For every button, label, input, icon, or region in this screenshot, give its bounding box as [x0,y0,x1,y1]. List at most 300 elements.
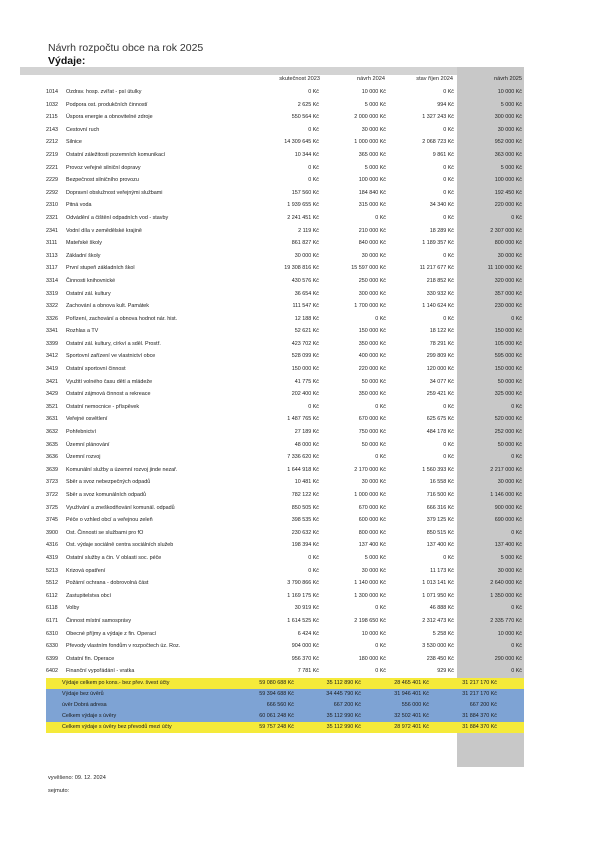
value-2023: 0 Kč [308,164,319,171]
column-header-2025: návrh 2025 [494,76,522,82]
value-2025: 520 000 Kč [494,416,522,423]
value-oct-2024: 11 217 677 Kč [419,265,454,272]
value-oct-2024: 625 675 Kč [426,416,454,423]
value-2024: 1 000 000 Kč [354,139,386,146]
table-row [0,262,595,275]
table-row [0,577,595,590]
value-2025: 50 000 Kč [497,441,522,448]
table-row [0,174,595,187]
value-oct-2024: 299 809 Kč [426,353,454,360]
table-row [0,275,595,288]
value-2023: 36 654 Kč [294,290,319,297]
value-2025: 952 000 Kč [494,139,522,146]
value-2025: 150 000 Kč [494,328,522,335]
row-code: 3117 [46,265,58,272]
table-row [0,628,595,641]
value-oct-2024: 120 000 Kč [426,366,454,373]
table-row [0,136,595,149]
table-row [0,552,595,565]
value-2023: 7 781 Kč [297,668,319,675]
value-2025: 10 000 Kč [497,630,522,637]
value-oct-2024: 16 558 Kč [429,479,454,486]
row-code: 3429 [46,391,58,398]
value-oct-2024: 0 Kč [443,441,454,448]
value-2025: 105 000 Kč [494,340,522,347]
summary-2023: 59 757 248 Kč [259,723,294,730]
column-header-2023: skutečnost 2023 [279,76,320,82]
table-row [0,426,595,439]
value-2024: 210 000 Kč [358,227,386,234]
value-oct-2024: 2 312 473 Kč [422,617,454,624]
value-2023: 2 119 Kč [298,227,319,234]
value-oct-2024: 0 Kč [443,214,454,221]
value-2024: 750 000 Kč [358,429,386,436]
value-2024: 0 Kč [375,643,386,650]
row-code: 2310 [46,202,58,209]
value-2025: 100 000 Kč [494,177,522,184]
value-2024: 1 300 000 Kč [354,592,386,599]
table-row [0,225,595,238]
posted-date: vyvěšeno: 09. 12. 2024 [48,775,106,781]
value-2023: 2 625 Kč [297,101,319,108]
value-oct-2024: 0 Kč [443,177,454,184]
value-oct-2024: 137 400 Kč [426,542,454,549]
table-row [0,199,595,212]
value-2023: 202 400 Kč [291,391,319,398]
table-row [0,237,595,250]
value-2024: 15 597 000 Kč [351,265,386,272]
column-header-2024: návrh 2024 [357,76,385,82]
value-2024: 2 170 000 Kč [354,466,386,473]
table-row [0,111,595,124]
value-2024: 840 000 Kč [358,240,386,247]
value-2024: 5 000 Kč [364,164,386,171]
value-2023: 198 394 Kč [291,542,319,549]
value-2025: 11 100 000 Kč [487,265,522,272]
value-2024: 250 000 Kč [358,277,386,284]
value-oct-2024: 3 530 000 Kč [422,643,454,650]
row-name: Pohřebnictví [66,429,96,436]
value-2024: 5 000 Kč [364,554,386,561]
value-oct-2024: 0 Kč [443,554,454,561]
row-name: Úspora energie a obnovitelné zdroje [66,114,153,121]
summary-label: Výdaje bez úvěrů [62,690,104,697]
row-name: Sběr a svoz komunálních odpadů [66,492,147,498]
value-oct-2024: 666 316 Kč [426,504,454,511]
value-2024: 5 000 Kč [364,101,386,108]
row-name: Rozhlas a TV [66,328,99,335]
value-oct-2024: 1 140 624 Kč [422,303,454,310]
summary-label: úvěr Dobrá adresa [62,701,107,708]
row-code: 2292 [46,189,58,196]
summary-label: Celkem výdaje s úvěry bez převodů mezi účty [62,723,172,730]
value-2025: 30 000 Kč [497,479,522,486]
summary-2023: 666 560 Kč [266,701,294,708]
table-row [0,665,595,678]
value-2023: 430 576 Kč [291,277,319,284]
table-row [0,313,595,326]
value-2025: 50 000 Kč [497,378,522,385]
value-2023: 904 000 Kč [291,643,319,650]
budget-table [0,86,595,733]
value-2023: 19 308 816 Kč [284,265,319,272]
table-row [0,527,595,540]
value-2023: 1 614 525 Kč [287,617,319,624]
value-oct-2024: 1 327 243 Kč [422,114,454,121]
row-name: Ost. Činnosti se službami pro fO [66,529,144,536]
value-2024: 100 000 Kč [358,177,386,184]
value-oct-2024: 1 071 950 Kč [422,592,454,599]
value-2024: 350 000 Kč [358,340,386,347]
value-2023: 52 621 Kč [294,328,319,335]
value-2023: 30 919 Kč [294,605,319,612]
value-2023: 111 547 Kč [292,303,319,310]
summary-2024: 34 445 790 Kč [326,690,361,697]
value-oct-2024: 850 515 Kč [426,529,454,536]
value-2024: 0 Kč [375,605,386,612]
value-2023: 0 Kč [308,177,319,184]
value-2023: 1 487 765 Kč [287,416,319,423]
row-code: 2115 [46,114,58,121]
row-code: 3113 [46,252,58,259]
row-name: Činnosti knihovnické [66,277,116,284]
row-code: 6171 [46,617,58,624]
value-2023: 14 309 645 Kč [284,139,319,146]
table-row [0,413,595,426]
section-subtitle: Výdaje: [48,55,86,67]
summary-row [46,678,524,689]
table-row [0,401,595,414]
value-oct-2024: 0 Kč [443,189,454,196]
value-2024: 30 000 Kč [361,252,386,259]
value-2025: 290 000 Kč [494,655,522,662]
row-name: Zachování a obnova kult. Památek [66,303,150,310]
row-name: Sportovní zařízení ve vlastnictví obce [66,353,156,360]
row-code: 3725 [46,504,58,511]
table-row [0,350,595,363]
value-oct-2024: 0 Kč [443,89,454,95]
table-row [0,338,595,351]
row-code: 3723 [46,479,58,486]
value-2025: 800 000 Kč [494,240,522,247]
value-2025: 30 000 Kč [497,567,522,574]
value-2025: 357 000 Kč [494,290,522,297]
value-2025: 2 217 000 Kč [490,466,522,473]
value-2023: 528 099 Kč [291,353,319,360]
row-code: 3341 [46,328,58,335]
table-row [0,388,595,401]
row-name: Mateřské školy [66,240,102,247]
table-row [0,476,595,489]
value-2025: 0 Kč [511,605,522,612]
row-code: 1032 [46,101,58,108]
row-code: 3111 [46,240,58,247]
value-oct-2024: 9 861 Kč [432,151,454,158]
value-2023: 0 Kč [308,89,319,95]
row-code: 4316 [46,542,58,549]
row-code: 2219 [46,151,58,158]
summary-2025: 31 217 170 Kč [462,690,497,697]
value-2025: 0 Kč [511,454,522,461]
table-row [0,86,595,99]
value-2023: 0 Kč [308,567,319,574]
row-code: 3639 [46,466,58,473]
table-row [0,162,595,175]
value-2024: 2 000 000 Kč [354,114,386,121]
table-row [0,99,595,112]
value-2023: 423 702 Kč [291,340,319,347]
value-2023: 0 Kč [308,554,319,561]
row-name: Převody vlastním fondům v rozpočtech úz. Roz. [66,643,181,650]
value-2024: 2 198 650 Kč [354,617,386,624]
value-2024: 0 Kč [375,668,386,675]
value-oct-2024: 46 888 Kč [429,605,454,612]
value-2023: 850 505 Kč [291,504,319,511]
row-name: Veřejné osvětlení [66,416,108,423]
summary-2024: 35 112 990 Kč [326,723,361,730]
value-2025: 325 000 Kč [494,391,522,398]
value-2023: 861 827 Kč [291,240,319,247]
row-code: 2143 [46,126,58,133]
value-2023: 12 188 Kč [294,315,319,322]
table-row [0,615,595,628]
row-code: 3412 [46,353,58,360]
value-2025: 30 000 Kč [497,252,522,259]
value-2024: 10 000 Kč [361,630,386,637]
value-2023: 30 000 Kč [294,252,319,259]
value-oct-2024: 929 Kč [437,668,454,675]
row-name: Krizová opatření [66,567,106,574]
summary-row [46,722,524,733]
row-name: Pitná voda [66,202,92,209]
summary-2024: 35 112 990 Kč [326,712,361,719]
value-oct-2024: 238 450 Kč [426,655,454,662]
row-code: 6330 [46,643,58,650]
summary-oct-2024: 32 502 401 Kč [394,712,429,719]
value-2024: 150 000 Kč [358,328,386,335]
row-name: Cestovní ruch [66,126,100,133]
table-row [0,124,595,137]
row-name: Ostatní záležitosti pozemních komunikací [66,151,166,158]
row-code: 3636 [46,454,58,461]
value-2024: 30 000 Kč [361,567,386,574]
value-2025: 2 640 000 Kč [490,580,522,587]
table-row [0,590,595,603]
table-row [0,149,595,162]
value-oct-2024: 218 852 Kč [426,277,454,284]
value-2023: 0 Kč [308,403,319,410]
value-2025: 363 000 Kč [494,151,522,158]
row-code: 6310 [46,630,58,637]
table-row [0,640,595,653]
value-2024: 220 000 Kč [358,366,386,373]
row-name: Bezpečnost silničního provozu [66,177,139,184]
row-code: 6118 [46,605,58,612]
value-2023: 150 000 Kč [291,366,319,373]
table-row [0,464,595,477]
value-2023: 6 424 Kč [297,630,319,637]
value-2025: 1 146 000 Kč [490,492,522,498]
value-2023: 7 336 620 Kč [287,454,319,461]
value-2024: 1 000 000 Kč [354,492,386,498]
row-code: 2229 [46,177,58,184]
value-2023: 1 939 655 Kč [287,202,319,209]
value-2025: 0 Kč [511,668,522,675]
value-oct-2024: 994 Kč [437,101,454,108]
value-2024: 180 000 Kč [358,655,386,662]
summary-2024: 35 112 890 Kč [326,679,361,686]
row-name: Péče o vzhled obcí a veřejnou zeleň [66,517,153,524]
row-name: Činnost místní samosprávy [66,617,132,624]
row-code: 5512 [46,580,58,587]
summary-2023: 59 080 688 Kč [259,679,294,686]
row-name: Využívání a zneškodňování komunál. odpadů [66,504,175,511]
value-2025: 0 Kč [511,643,522,650]
value-2024: 365 000 Kč [358,151,386,158]
value-2024: 670 000 Kč [358,504,386,511]
value-2023: 782 122 Kč [291,492,319,498]
value-2025: 595 000 Kč [494,353,522,360]
row-name: Zastupitelstva obcí [66,592,111,599]
column-header-oct-2024: stav říjen 2024 [416,76,453,82]
value-2025: 30 000 Kč [497,126,522,133]
row-code: 3722 [46,492,58,498]
value-oct-2024: 259 421 Kč [426,391,454,398]
value-2023: 10 481 Kč [294,479,319,486]
removed-date: sejmuto: [48,788,70,794]
value-oct-2024: 11 173 Kč [430,567,454,574]
row-code: 6402 [46,668,58,675]
row-code: 3319 [46,290,58,297]
row-name: Sběr a svoz nebezpečných odpadů [66,479,151,486]
row-name: Základní školy [66,252,101,259]
row-code: 3322 [46,303,58,310]
table-row [0,376,595,389]
row-code: 3745 [46,517,58,524]
value-oct-2024: 18 122 Kč [429,328,454,335]
value-2024: 0 Kč [375,403,386,410]
row-code: 2221 [46,164,58,171]
value-oct-2024: 379 125 Kč [426,517,454,524]
value-oct-2024: 34 077 Kč [429,378,454,385]
value-2025: 192 450 Kč [494,189,522,196]
value-2025: 252 000 Kč [494,429,522,436]
value-2025: 5 000 Kč [500,554,522,561]
summary-2025: 667 200 Kč [469,701,497,708]
value-2025: 0 Kč [511,214,522,221]
value-2025: 220 000 Kč [494,202,522,209]
value-2025: 2 335 770 Kč [490,617,522,624]
table-row [0,300,595,313]
summary-label: Celkem výdaje s úvěry [62,712,117,719]
value-2025: 5 000 Kč [500,164,522,171]
summary-2023: 59 394 688 Kč [259,690,294,697]
row-name: Vodní díla v zemědělské krajině [66,227,142,234]
row-name: Obecné příjmy a výdaje z fin. Operací [66,630,157,637]
value-2024: 1 140 000 Kč [354,580,386,587]
row-code: 3900 [46,529,58,536]
value-oct-2024: 34 340 Kč [429,202,454,209]
row-code: 3631 [46,416,58,423]
row-code: 3326 [46,315,58,322]
row-name: Ostatní zál. kultury [66,290,111,297]
value-2024: 137 400 Kč [358,542,386,549]
row-name: Podpora ost. produkčních činností [66,101,148,108]
value-2023: 398 535 Kč [291,517,319,524]
value-oct-2024: 2 068 723 Kč [422,139,454,146]
value-2023: 48 000 Kč [294,441,319,448]
table-row [0,653,595,666]
value-2025: 0 Kč [511,403,522,410]
value-2025: 900 000 Kč [494,504,522,511]
value-2024: 30 000 Kč [361,479,386,486]
row-code: 1014 [46,89,58,95]
value-2025: 230 000 Kč [494,303,522,310]
row-code: 5213 [46,567,58,574]
table-row [0,439,595,452]
value-2024: 0 Kč [375,454,386,461]
row-name: Komunální služby a územní rozvoj jinde nezař. [66,466,178,473]
page-title: Návrh rozpočtu obce na rok 2025 [48,42,204,54]
value-2025: 150 000 Kč [494,366,522,373]
value-2024: 800 000 Kč [358,529,386,536]
value-2024: 300 000 Kč [358,290,386,297]
value-2024: 50 000 Kč [361,441,386,448]
header-band [20,67,524,75]
row-code: 3635 [46,441,58,448]
row-name: Volby [66,605,80,612]
table-row [0,288,595,301]
table-row [0,489,595,502]
value-2023: 41 775 Kč [294,378,319,385]
value-oct-2024: 484 178 Kč [426,429,454,436]
row-code: 3421 [46,378,58,385]
value-2025: 690 000 Kč [494,517,522,524]
value-2023: 157 560 Kč [291,189,319,196]
value-oct-2024: 1 013 141 Kč [422,580,454,587]
row-code: 2341 [46,227,58,234]
value-oct-2024: 0 Kč [443,315,454,322]
table-row [0,325,595,338]
row-name: Ostatní sportovní činnost [66,366,126,373]
value-oct-2024: 716 500 Kč [426,492,454,498]
value-2023: 0 Kč [308,126,319,133]
value-oct-2024: 0 Kč [443,454,454,461]
table-row [0,212,595,225]
table-row [0,187,595,200]
value-2024: 1 700 000 Kč [354,303,386,310]
summary-oct-2024: 28 465 401 Kč [394,679,429,686]
row-name: Provoz veřejné silniční dopravy [66,164,141,171]
value-2023: 230 632 Kč [291,529,319,536]
row-name: Ostatní fin. Operace [66,655,115,662]
row-name: Odvádění a čištění odpadních vod - stavby [66,214,169,221]
value-2024: 600 000 Kč [358,517,386,524]
value-2025: 10 000 Kč [497,89,522,95]
table-row [0,565,595,578]
table-row [0,539,595,552]
summary-label: Výdaje celkem po kons.- bez přev. švest účty [62,679,170,686]
row-code: 3314 [46,277,58,284]
row-code: 6112 [46,592,58,599]
value-2025: 0 Kč [511,315,522,322]
summary-oct-2024: 28 972 401 Kč [394,723,429,730]
row-name: Ostatní zájmová činnost a rekreace [66,391,151,398]
row-code: 3419 [46,366,58,373]
row-code: 2212 [46,139,58,146]
summary-2025: 31 217 170 Kč [462,679,497,686]
value-2024: 10 000 Kč [361,89,386,95]
